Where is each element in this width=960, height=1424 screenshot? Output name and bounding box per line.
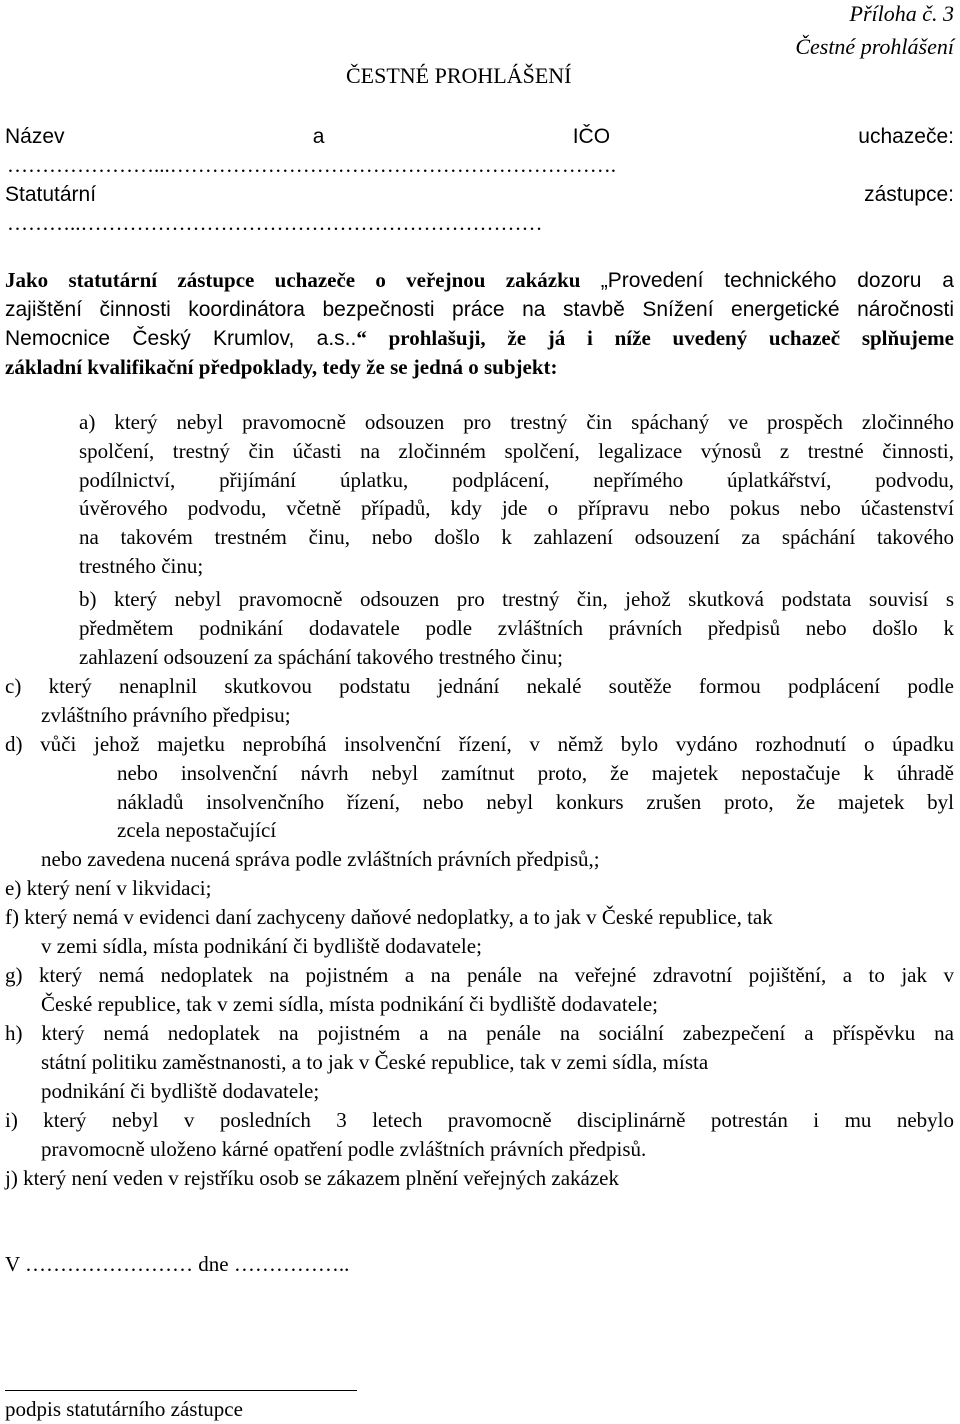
statutory-label: Statutární — [5, 183, 97, 206]
item-c: c) který nenaplnil skutkovou podstatu jednání nekalé soutěže formou podplácení podle zvláštního právního předpisu; — [5, 674, 954, 727]
item-b: b) který nebyl pravomocně odsouzen pro trestný čin, jehož skutková podstata souvisí s předmětem podnikání dodavatele podle zvláštních právních předpisů nebo došlo k zahlazení odsouzení za spáchání takového trestného činu; — [79, 587, 954, 669]
intro-line-4: základní kvalifikační předpoklady, tedy že se jedná o subjekt: — [5, 355, 558, 379]
representative-label: zástupce: — [864, 183, 954, 206]
intro-line-1: Jako statutární zástupce uchazeče o veřejnou zakázku „Provedení technického dozoru a — [5, 268, 954, 292]
page-title: ČESTNÉ PROHLÁŠENÍ — [346, 63, 572, 88]
attachment-label: Příloha č. 3 — [849, 1, 954, 26]
intro-line-2: zajištění činnosti koordinátora bezpečnosti práce na stavbě Snížení energetické náročnosti — [5, 298, 954, 321]
applicant-name-field[interactable]: …………………...………………………………………………………. — [7, 153, 616, 177]
document-type-label: Čestné prohlášení — [795, 34, 954, 59]
representative-field[interactable]: ………..………………………………………………………… — [7, 211, 543, 235]
item-j: j) který není veden v rejstříku osob se zákazem plnění veřejných zakázek — [5, 1166, 619, 1190]
ico-label: IČO — [572, 125, 611, 148]
item-d: d) vůči jehož majetku neprobíhá insolvenční řízení, v němž bylo vydáno rozhodnutí o úpadku nebo insolvenční návrh nebyl zamítnut proto, že majetek nepostačuje k úhradě nákladů insolvenčního řízení, nebo nebyl konkurs zrušen proto, že majetek byl zcela nepostačující nebo zavedena nucená správa podle zvláštních právních předpisů,; — [5, 732, 954, 872]
name-label: Název — [5, 125, 65, 148]
item-a: a) který nebyl pravomocně odsouzen pro trestný čin spáchaný ve prospěch zločinného spolčení, trestný čin účasti na zločinném spolčení, legalizace výnosů z trestné činnosti, podílnictví, přijímání úplatku, podplácení, nepřímého úplatkářství, podvodu, úvěrového podvodu, včetně případů, kdy jde o přípravu nebo pokus nebo účastenství na takovém trestném činu, nebo došlo k zahlazení odsouzení za spáchání takového trestného činu; — [79, 410, 954, 578]
applicant-name-row — [5, 126, 954, 147]
item-i: i) který nebyl v posledních 3 letech pravomocně disciplinárně potrestán i mu nebylo pravomocně uloženo kárné opatření podle zvláštních právních předpisů. — [5, 1108, 954, 1161]
applicant-label: uchazeče: — [858, 125, 954, 148]
item-g: g) který nemá nedoplatek na pojistném a na penále na veřejné zdravotní pojištění, a to jak v České republice, tak v zemi sídla, místa podnikání či bydliště dodavatele; — [5, 963, 954, 1016]
item-f: f) který nemá v evidenci daní zachyceny daňové nedoplatky, a to jak v České republice, tak v zemi sídla, místa podnikání či bydliště dodavatele; — [5, 905, 773, 958]
representative-row — [5, 184, 954, 205]
intro-line-3: Nemocnice Český Krumlov, a.s..“ prohlašuji, že já i níže uvedený uchazeč splňujeme — [5, 326, 954, 350]
signature-label: podpis statutárního zástupce — [5, 1397, 243, 1421]
item-h: h) který nemá nedoplatek na pojistném a na penále na sociální zabezpečení a příspěvku na státní politiku zaměstnanosti, a to jak v České republice, tak v zemi sídla, místa podnikání či bydliště dodavatele; — [5, 1021, 954, 1103]
place-date-field[interactable]: V …………………… dne …………….. — [5, 1252, 350, 1276]
signature-line — [5, 1390, 357, 1391]
and-label: a — [312, 125, 325, 148]
item-e: e) který není v likvidaci; — [5, 876, 212, 900]
